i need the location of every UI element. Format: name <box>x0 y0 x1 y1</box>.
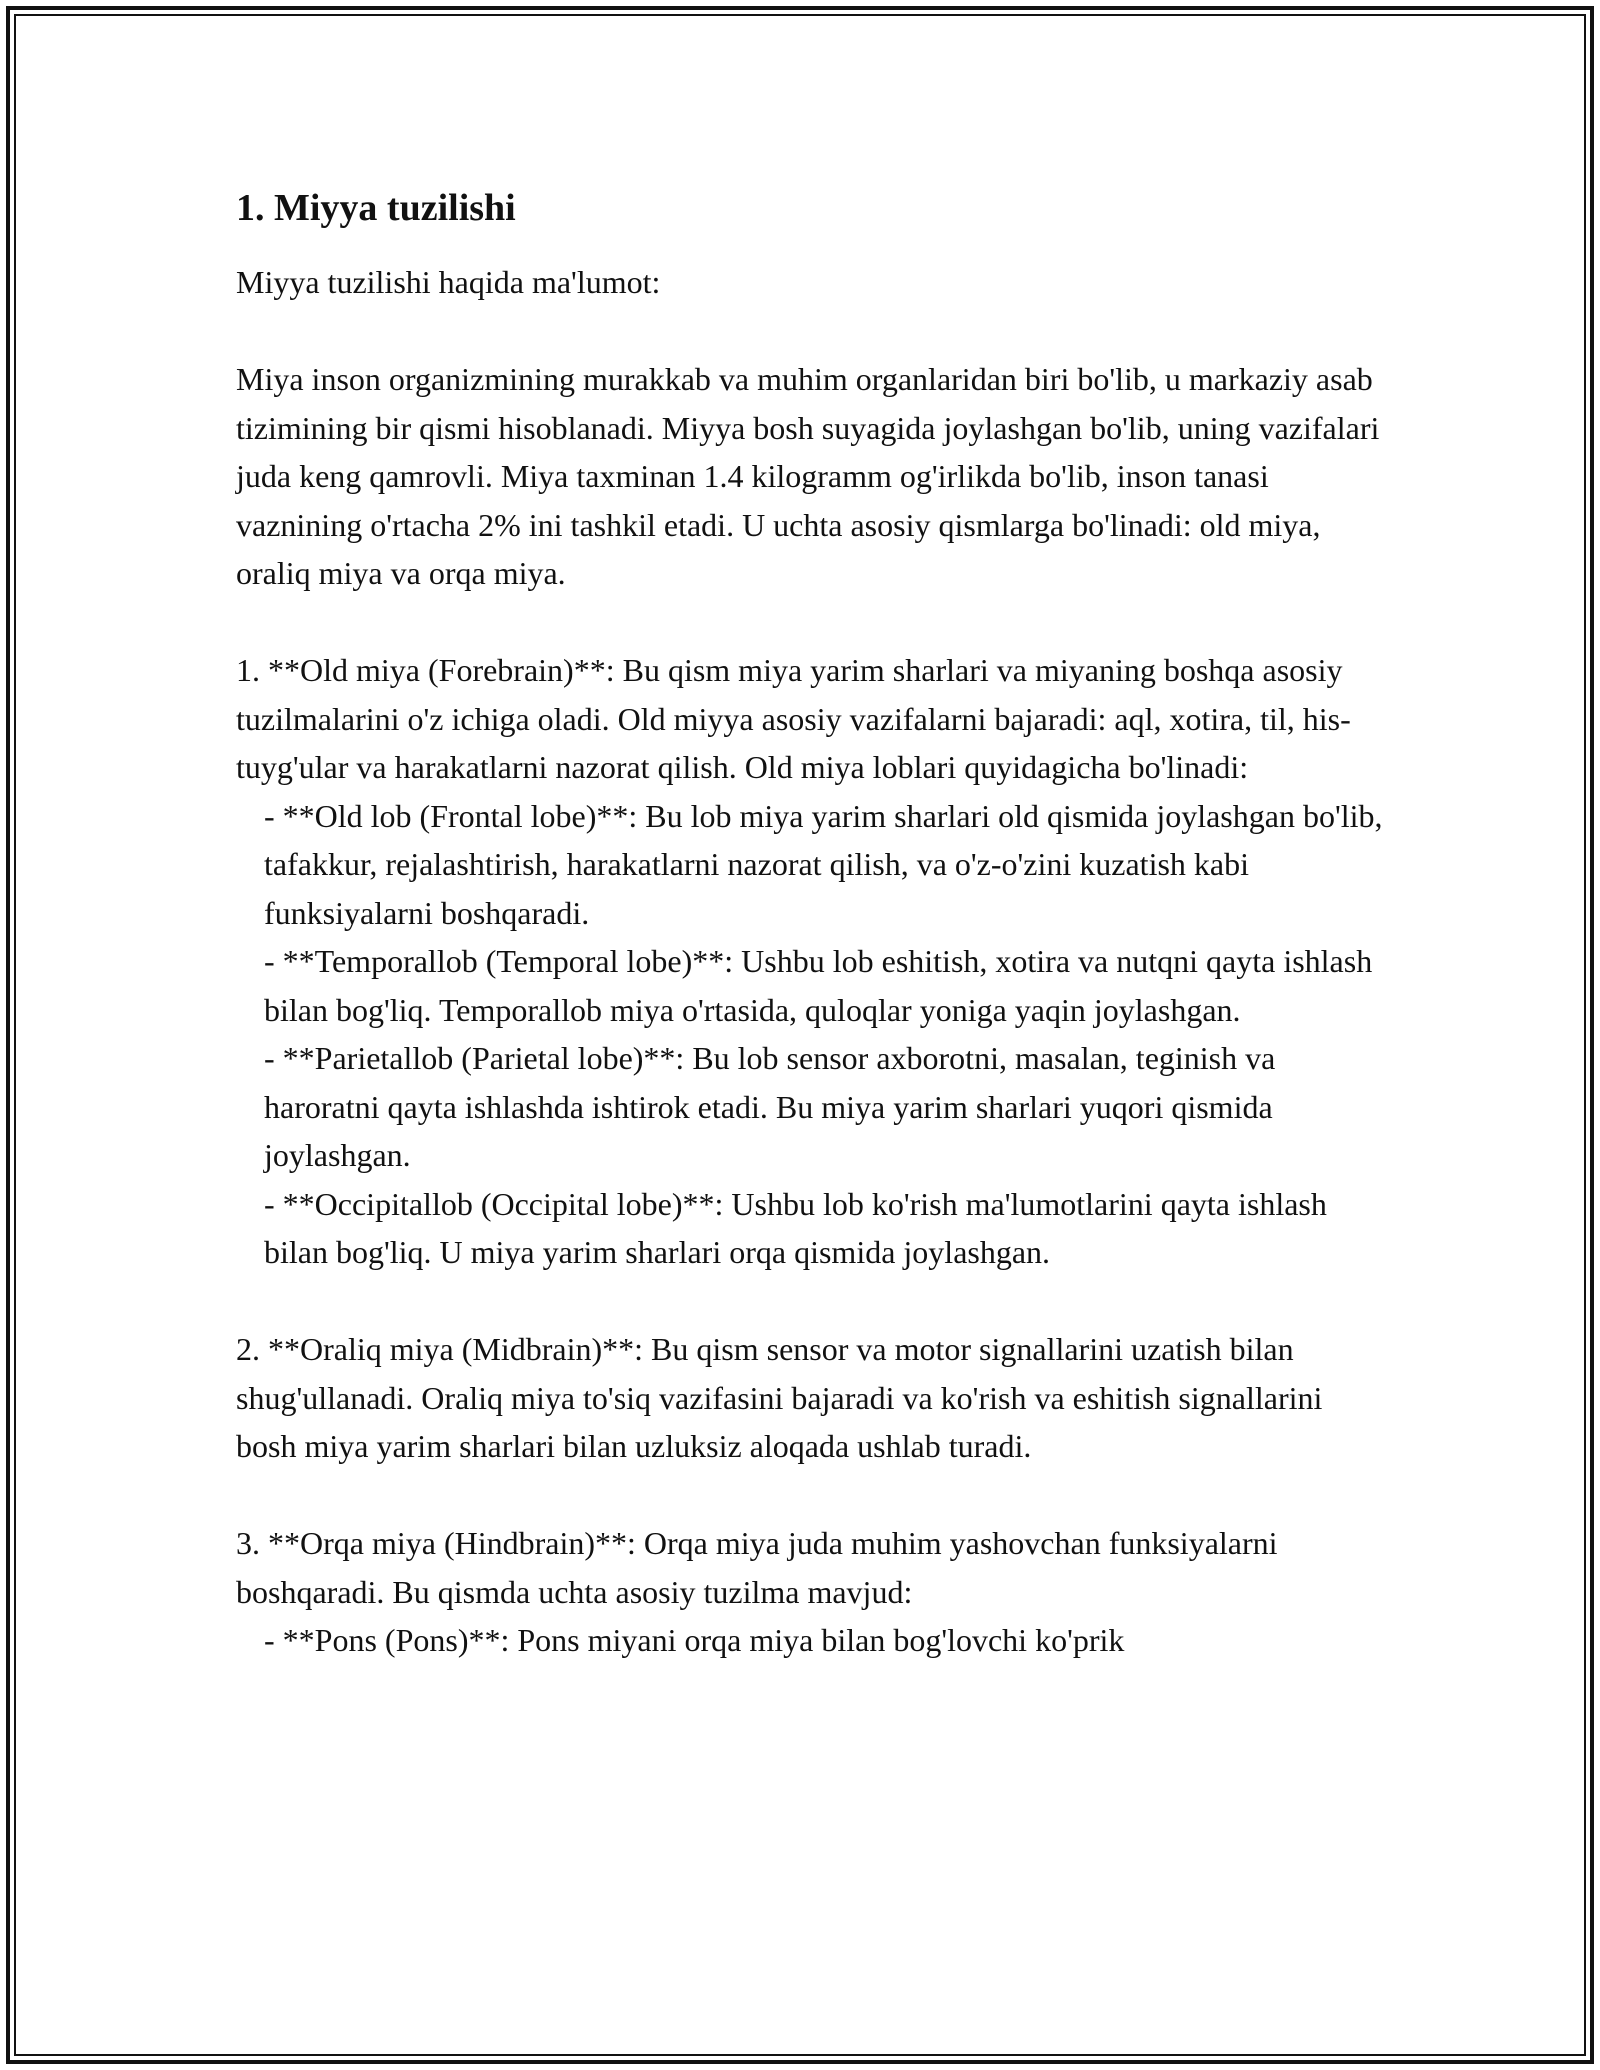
temporal-lobe-item: - **Temporallob (Temporal lobe)**: Ushbu lob eshitish, xotira va nutqni qayta ishlash bilan bog'liq. Temporallob miya o'rtasida, quloqlar yoniga yaqin joylashgan. <box>264 943 1381 1028</box>
parietal-lobe-item: - **Parietallob (Parietal lobe)**: Bu lob sensor axborotni, masalan, teginish va haroratni qayta ishlashda ishtirok etadi. Bu miya yarim sharlari yuqori qismida joylashgan. <box>264 1040 1284 1173</box>
overview-paragraph: Miya inson organizmining murakkab va muhim organlaridan biri bo'lib, u markaziy asab tizimining bir qismi hisoblanadi. Miyya bosh suyagida joylashgan bo'lib, uning vazifalari juda keng qamrovli. Miya taxminan 1.4 kilogramm og'irlikda bo'lib, inson tanasi vaznining o'rtacha 2% ini tashkil etadi. U uchta asosiy qismlarga bo'linadi: old miya, oraliq miya va orqa miya. <box>236 361 1388 591</box>
forebrain-paragraph: 1. **Old miya (Forebrain)**: Bu qism miya yarim sharlari va miyaning boshqa asosiy tuzilmalarini o'z ichiga oladi. Old miyya asosiy vazifalarni bajaradi: aql, xotira, til, his-tuyg'ular va harakatlarni nazorat qilish. Old miya loblari quyidagicha bo'linadi: <box>236 652 1351 785</box>
paragraph-gap <box>236 598 1386 647</box>
occipital-lobe-item: - **Occipitallob (Occipital lobe)**: Ushbu lob ko'rish ma'lumotlarini qayta ishlash bilan bog'liq. U miya yarim sharlari orqa qismida joylashgan. <box>264 1185 1335 1270</box>
document-title: 1. Miyya tuzilishi <box>236 187 516 229</box>
document-body <box>236 184 1391 1665</box>
paragraph-gap <box>236 1277 1386 1326</box>
midbrain-paragraph: 2. **Oraliq miya (Midbrain)**: Bu qism sensor va motor signallarini uzatish bilan shug'ullanadi. Oraliq miya to'siq vazifasini bajaradi va ko'rish va eshitish signallarini bosh miya yarim sharlari bilan uzluksiz aloqada ushlab turadi. <box>236 1331 1331 1464</box>
paragraph-gap <box>236 307 1386 356</box>
frontal-lobe-item: - **Old lob (Frontal lobe)**: Bu lob miya yarim sharlari old qismida joylashgan bo'lib, tafakkur, rejalashtirish, harakatlarni nazorat qilish, va o'z-o'zini kuzatish kabi funksiyalarni boshqaradi. <box>264 797 1391 931</box>
intro-line: Miyya tuzilishi haqida ma'lumot: <box>236 264 661 300</box>
pons-item: - **Pons (Pons)**: Pons miyani orqa miya bilan bog'lovchi ko'prik <box>264 1622 1125 1658</box>
paragraph-gap <box>236 1471 1386 1520</box>
hindbrain-paragraph: 3. **Orqa miya (Hindbrain)**: Orqa miya juda muhim yashovchan funksiyalarni boshqaradi. Bu qismda uchta asosiy tuzilma mavjud: <box>236 1525 1286 1610</box>
